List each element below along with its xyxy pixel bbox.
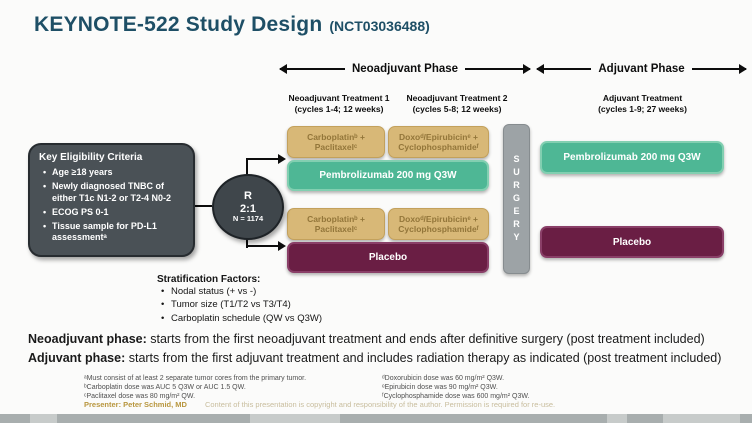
header-line1: Neoadjuvant Treatment 1	[288, 93, 390, 103]
stratification-item: • Tumor size (T1/T2 vs T3/T4)	[161, 299, 322, 310]
thumbnail-strip	[0, 414, 752, 423]
eligibility-item: • ECOG PS 0-1	[43, 207, 184, 218]
arrow-left-icon	[280, 68, 345, 70]
definition-text: starts from the first adjuvant treatment and includes radiation therapy as indicated (post treatment included)	[125, 350, 722, 365]
title-text: KEYNOTE-522 Study Design	[34, 13, 323, 36]
eligibility-title: Key Eligibility Criteria	[39, 152, 143, 163]
chemo-box-carboplatin-paclitaxel-top: Carboplatinᵇ + Paclitaxelᶜ	[287, 126, 385, 158]
neoadjuvant-definition	[28, 330, 738, 349]
neoadjuvant-treatment-1-header	[281, 93, 397, 115]
eligibility-item: • Age ≥18 years	[43, 167, 184, 178]
footnotes-right	[382, 374, 530, 401]
presenter-credit: Presenter: Peter Schmid, MD	[84, 400, 187, 409]
footnote: ᶠCyclophosphamide dose was 600 mg/m² Q3W.	[382, 393, 530, 401]
arrow-right-icon	[465, 68, 530, 70]
eligibility-item: • Newly diagnosed TNBC of either T1c N1-2 or T2-4 N0-2	[43, 181, 184, 204]
strip-segment	[0, 414, 30, 423]
stratification-title: Stratification Factors:	[157, 274, 261, 285]
arrow-right-icon	[692, 68, 746, 70]
adjuvant-phase-label: Adjuvant Phase	[598, 63, 685, 75]
pembrolizumab-neoadjuvant-box: Pembrolizumab 200 mg Q3W	[287, 160, 489, 191]
chemo-box-doxo-cyclo-top: Doxoᵈ/Epirubicinᵉ + Cyclophosphamideᶠ	[388, 126, 489, 158]
randomization-circle	[212, 174, 284, 240]
copyright-notice: Content of this presentation is copyright and responsibility of the author. Permission is required for re-use.	[204, 400, 556, 409]
header-line2: (cycles 5-8; 12 weeks)	[412, 104, 502, 115]
header-line1: Adjuvant Treatment	[602, 93, 683, 103]
adjuvant-definition	[28, 349, 738, 368]
stratification-item: • Nodal status (+ vs -)	[161, 286, 322, 297]
randomization-n: N = 1174	[232, 214, 264, 224]
adjuvant-phase-arrow	[537, 63, 746, 75]
placebo-adjuvant-box: Placebo	[540, 226, 724, 258]
strip-segment	[627, 414, 663, 423]
neoadjuvant-phase-arrow	[280, 63, 530, 75]
page-title	[34, 13, 430, 37]
stratification-item: • Carboplatin schedule (QW vs Q3W)	[161, 313, 322, 324]
connector-arrow-bottom	[246, 245, 279, 247]
footnote: ᵃMust consist of at least 2 separate tumor cores from the primary tumor.	[84, 375, 307, 382]
chemo-box-carboplatin-paclitaxel-bottom: Carboplatinᵇ + Paclitaxelᶜ	[287, 208, 385, 240]
strip-segment	[57, 414, 250, 423]
footnote: ᵇCarboplatin dose was AUC 5 Q3W or AUC 1.5 QW.	[84, 384, 246, 392]
adjuvant-treatment-header	[565, 93, 720, 115]
footnote: ᵈDoxorubicin dose was 60 mg/m² Q3W.	[382, 375, 505, 382]
footnotes-left	[84, 374, 306, 401]
footnote: ᵉEpirubicin dose was 90 mg/m² Q3W.	[382, 384, 498, 392]
definition-label: Adjuvant phase:	[28, 350, 126, 365]
surgery-box: SURGERY	[503, 124, 530, 274]
connector-arrow-top	[246, 158, 279, 160]
header-line2: (cycles 1-4; 12 weeks)	[294, 104, 384, 115]
stratification-factors	[157, 274, 322, 326]
randomization-letter: R	[244, 190, 252, 203]
neoadjuvant-phase-label: Neoadjuvant Phase	[351, 63, 459, 75]
arrow-left-icon	[537, 68, 591, 70]
definition-text: starts from the first neoadjuvant treatment and ends after definitive surgery (post treatment included)	[146, 332, 705, 346]
connector-line	[193, 205, 212, 207]
slide-footer	[84, 400, 555, 409]
strip-segment	[740, 414, 752, 423]
strip-segment	[340, 414, 607, 423]
pembrolizumab-adjuvant-box: Pembrolizumab 200 mg Q3W	[540, 141, 724, 174]
footnote: ᶜPaclitaxel dose was 80 mg/m² QW.	[84, 393, 196, 401]
phase-definitions	[28, 330, 738, 368]
neoadjuvant-treatment-2-header	[392, 93, 522, 115]
eligibility-item: • Tissue sample for PD-L1 assessmentᵃ	[43, 221, 184, 244]
header-line1: Neoadjuvant Treatment 2	[406, 93, 508, 103]
title-nct-number: (NCT03036488)	[329, 18, 430, 34]
randomization-ratio: 2:1	[240, 202, 256, 215]
definition-label: Neoadjuvant phase:	[28, 332, 147, 346]
chemo-box-doxo-cyclo-bottom: Doxoᵈ/Epirubicinᵉ + Cyclophosphamideᶠ	[388, 208, 489, 240]
placebo-neoadjuvant-box: Placebo	[287, 242, 489, 273]
header-line2: (cycles 1-9; 27 weeks)	[598, 104, 687, 115]
eligibility-criteria-box	[28, 143, 195, 257]
